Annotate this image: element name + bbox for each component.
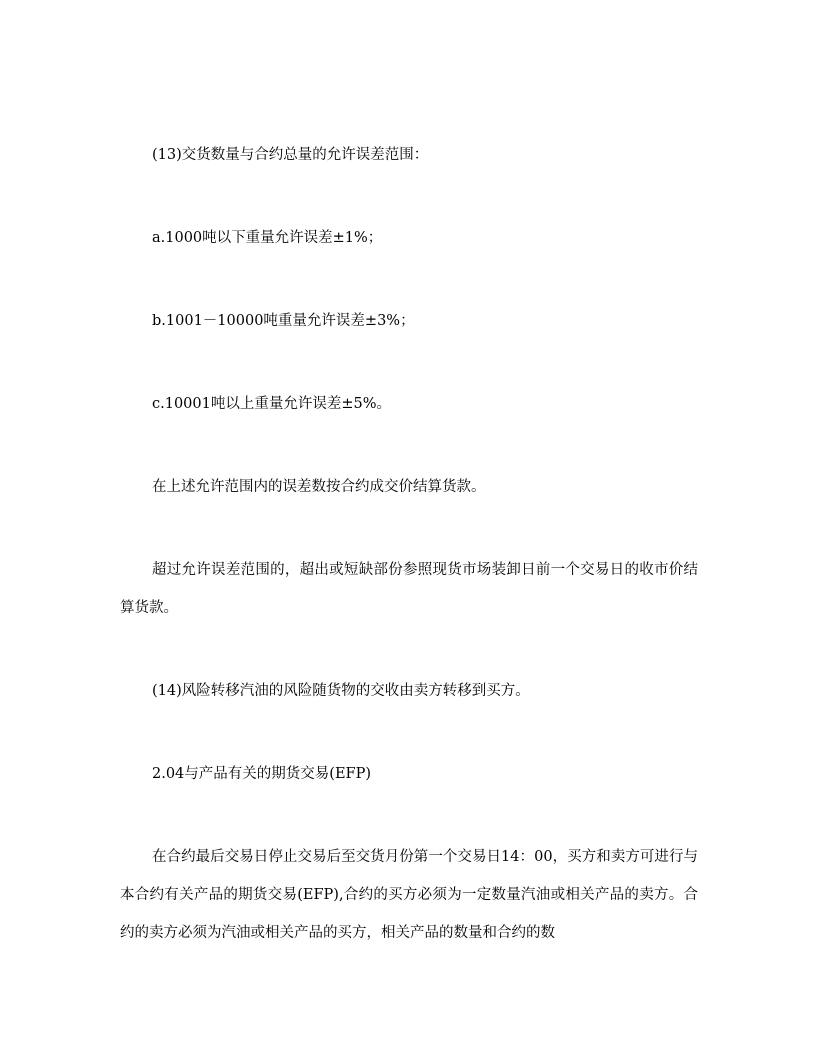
document-body	[120, 136, 698, 952]
paragraph-efp-body: 在合约最后交易日停止交易后至交货月份第一个交易日14：00，买方和卖方可进行与本合约有关产品的期货交易(EFP),合约的买方必须为一定数量汽油或相关产品的卖方。合约的卖方必须为汽油或相关产品的买方，相关产品的数量和合约的数	[120, 849, 698, 941]
paragraph-tolerance-a: a.1000吨以下重量允许误差±1%；	[152, 230, 383, 246]
paragraph-risk-transfer: (14)风险转移汽油的风险随货物的交收由卖方转移到买方。	[152, 683, 530, 699]
paragraph-tolerance-heading: (13)交货数量与合约总量的允许误差范围：	[152, 147, 429, 163]
paragraph-tolerance-b: b.1001－10000吨重量允许误差±3%；	[152, 313, 415, 329]
paragraph-efp-heading: 2.04与产品有关的期货交易(EFP)	[152, 766, 372, 782]
paragraph-tolerance-c: c.10001吨以上重量允许误差±5%。	[152, 396, 392, 412]
paragraph-within-tolerance: 在上述允许范围内的误差数按合约成交价结算货款。	[152, 479, 486, 495]
paragraph-exceed-tolerance: 超过允许误差范围的，超出或短缺部份参照现货市场装卸日前一个交易日的收市价结算货款。	[120, 562, 698, 616]
